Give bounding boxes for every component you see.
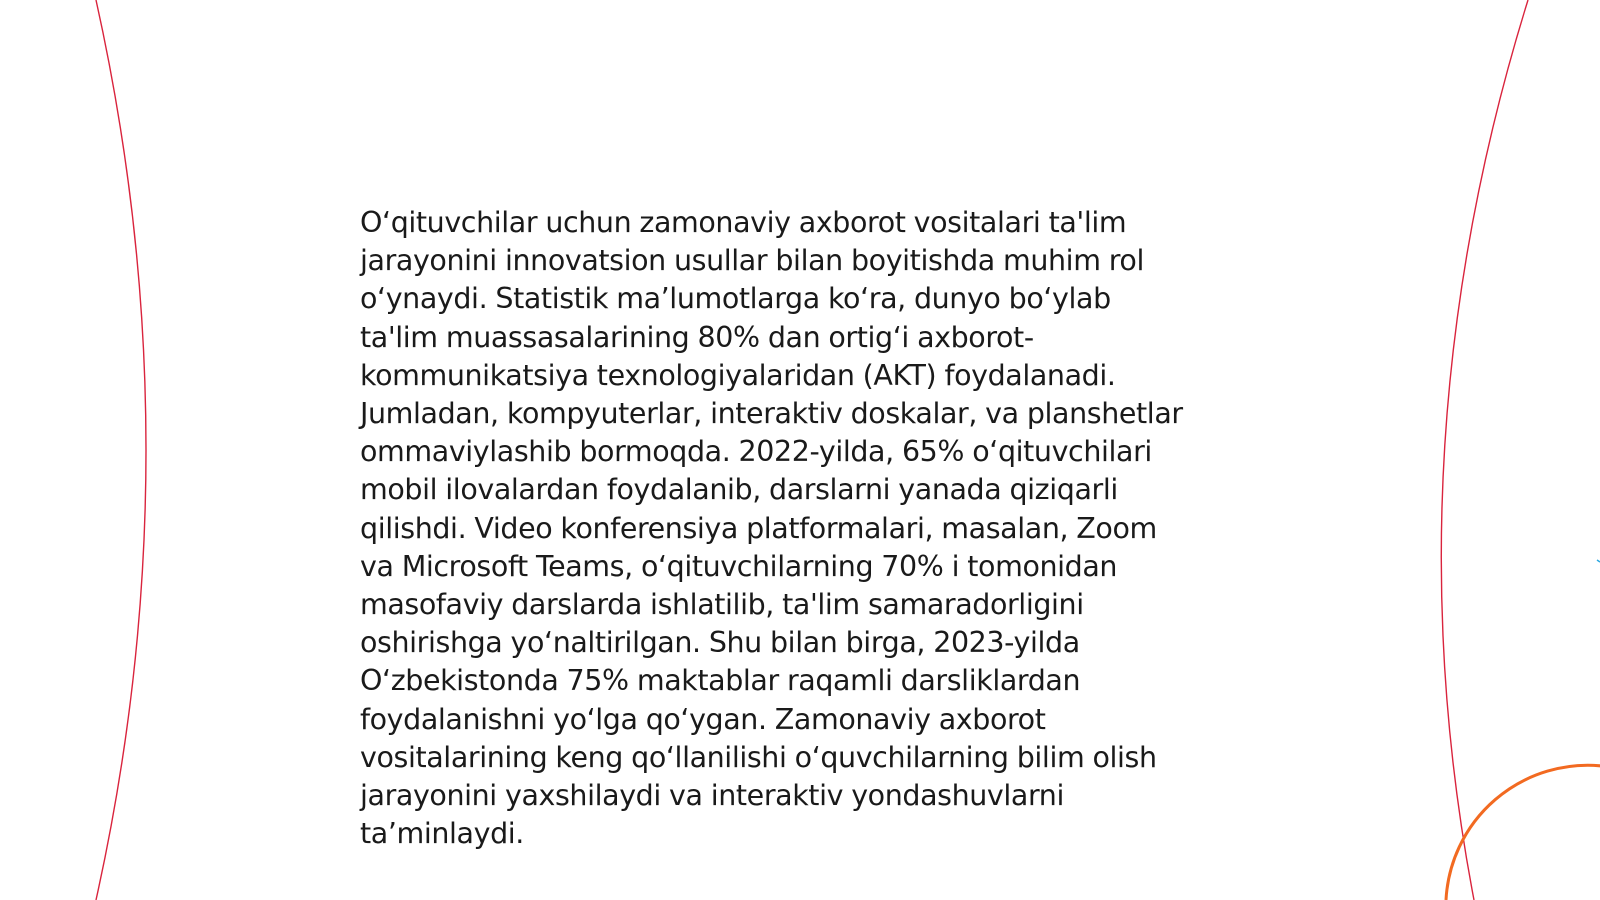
body-line: kommunikatsiya texnologiyalaridan (AKT) foydalanadi. xyxy=(360,358,1116,392)
body-line: O‘qituvchilar uchun zamonaviy axborot vositalari ta'lim xyxy=(360,206,1127,239)
right-red-arc xyxy=(1441,0,1528,900)
body-line: va Microsoft Teams, o‘qituvchilarning 70% i tomonidan xyxy=(360,549,1118,583)
body-paragraph xyxy=(360,204,1260,853)
body-line: mobil ilovalardan foydalanib, darslarni yanada qiziqarli xyxy=(360,473,1118,507)
orange-circle-arc xyxy=(1446,765,1600,900)
body-line: ommaviylashib bormoqda. 2022-yilda, 65% o‘qituvchilari xyxy=(360,435,1152,469)
left-red-arc xyxy=(96,0,146,900)
body-line: Jumladan, kompyuterlar, interaktiv doskalar, va planshetlar xyxy=(360,397,1183,431)
body-line: foydalanishni yo‘lga qo‘ygan. Zamonaviy axborot xyxy=(360,702,1046,736)
body-line: jarayonini innovatsion usullar bilan boyitishda muhim rol xyxy=(360,244,1144,278)
body-line: vositalarining keng qo‘llanilishi o‘quvchilarning bilim olish xyxy=(360,740,1157,774)
body-line: ta'lim muassasalarining 80% dan ortig‘i axborot- xyxy=(360,320,1034,354)
body-line: qilishdi. Video konferensiya platformalari, masalan, Zoom xyxy=(360,511,1157,545)
body-line: o‘ynaydi. Statistik ma’lumotlarga ko‘ra, dunyo bo‘ylab xyxy=(360,282,1111,316)
body-line: masofaviy darslarda ishlatilib, ta'lim samaradorligini xyxy=(360,588,1084,622)
body-line: jarayonini yaxshilaydi va interaktiv yondashuvlarni xyxy=(360,779,1064,813)
body-line: O‘zbekistonda 75% maktablar raqamli darsliklardan xyxy=(360,664,1081,698)
body-line: ta’minlaydi. xyxy=(360,817,524,851)
body-line: oshirishga yo‘naltirilgan. Shu bilan birga, 2023-yilda xyxy=(360,626,1080,660)
